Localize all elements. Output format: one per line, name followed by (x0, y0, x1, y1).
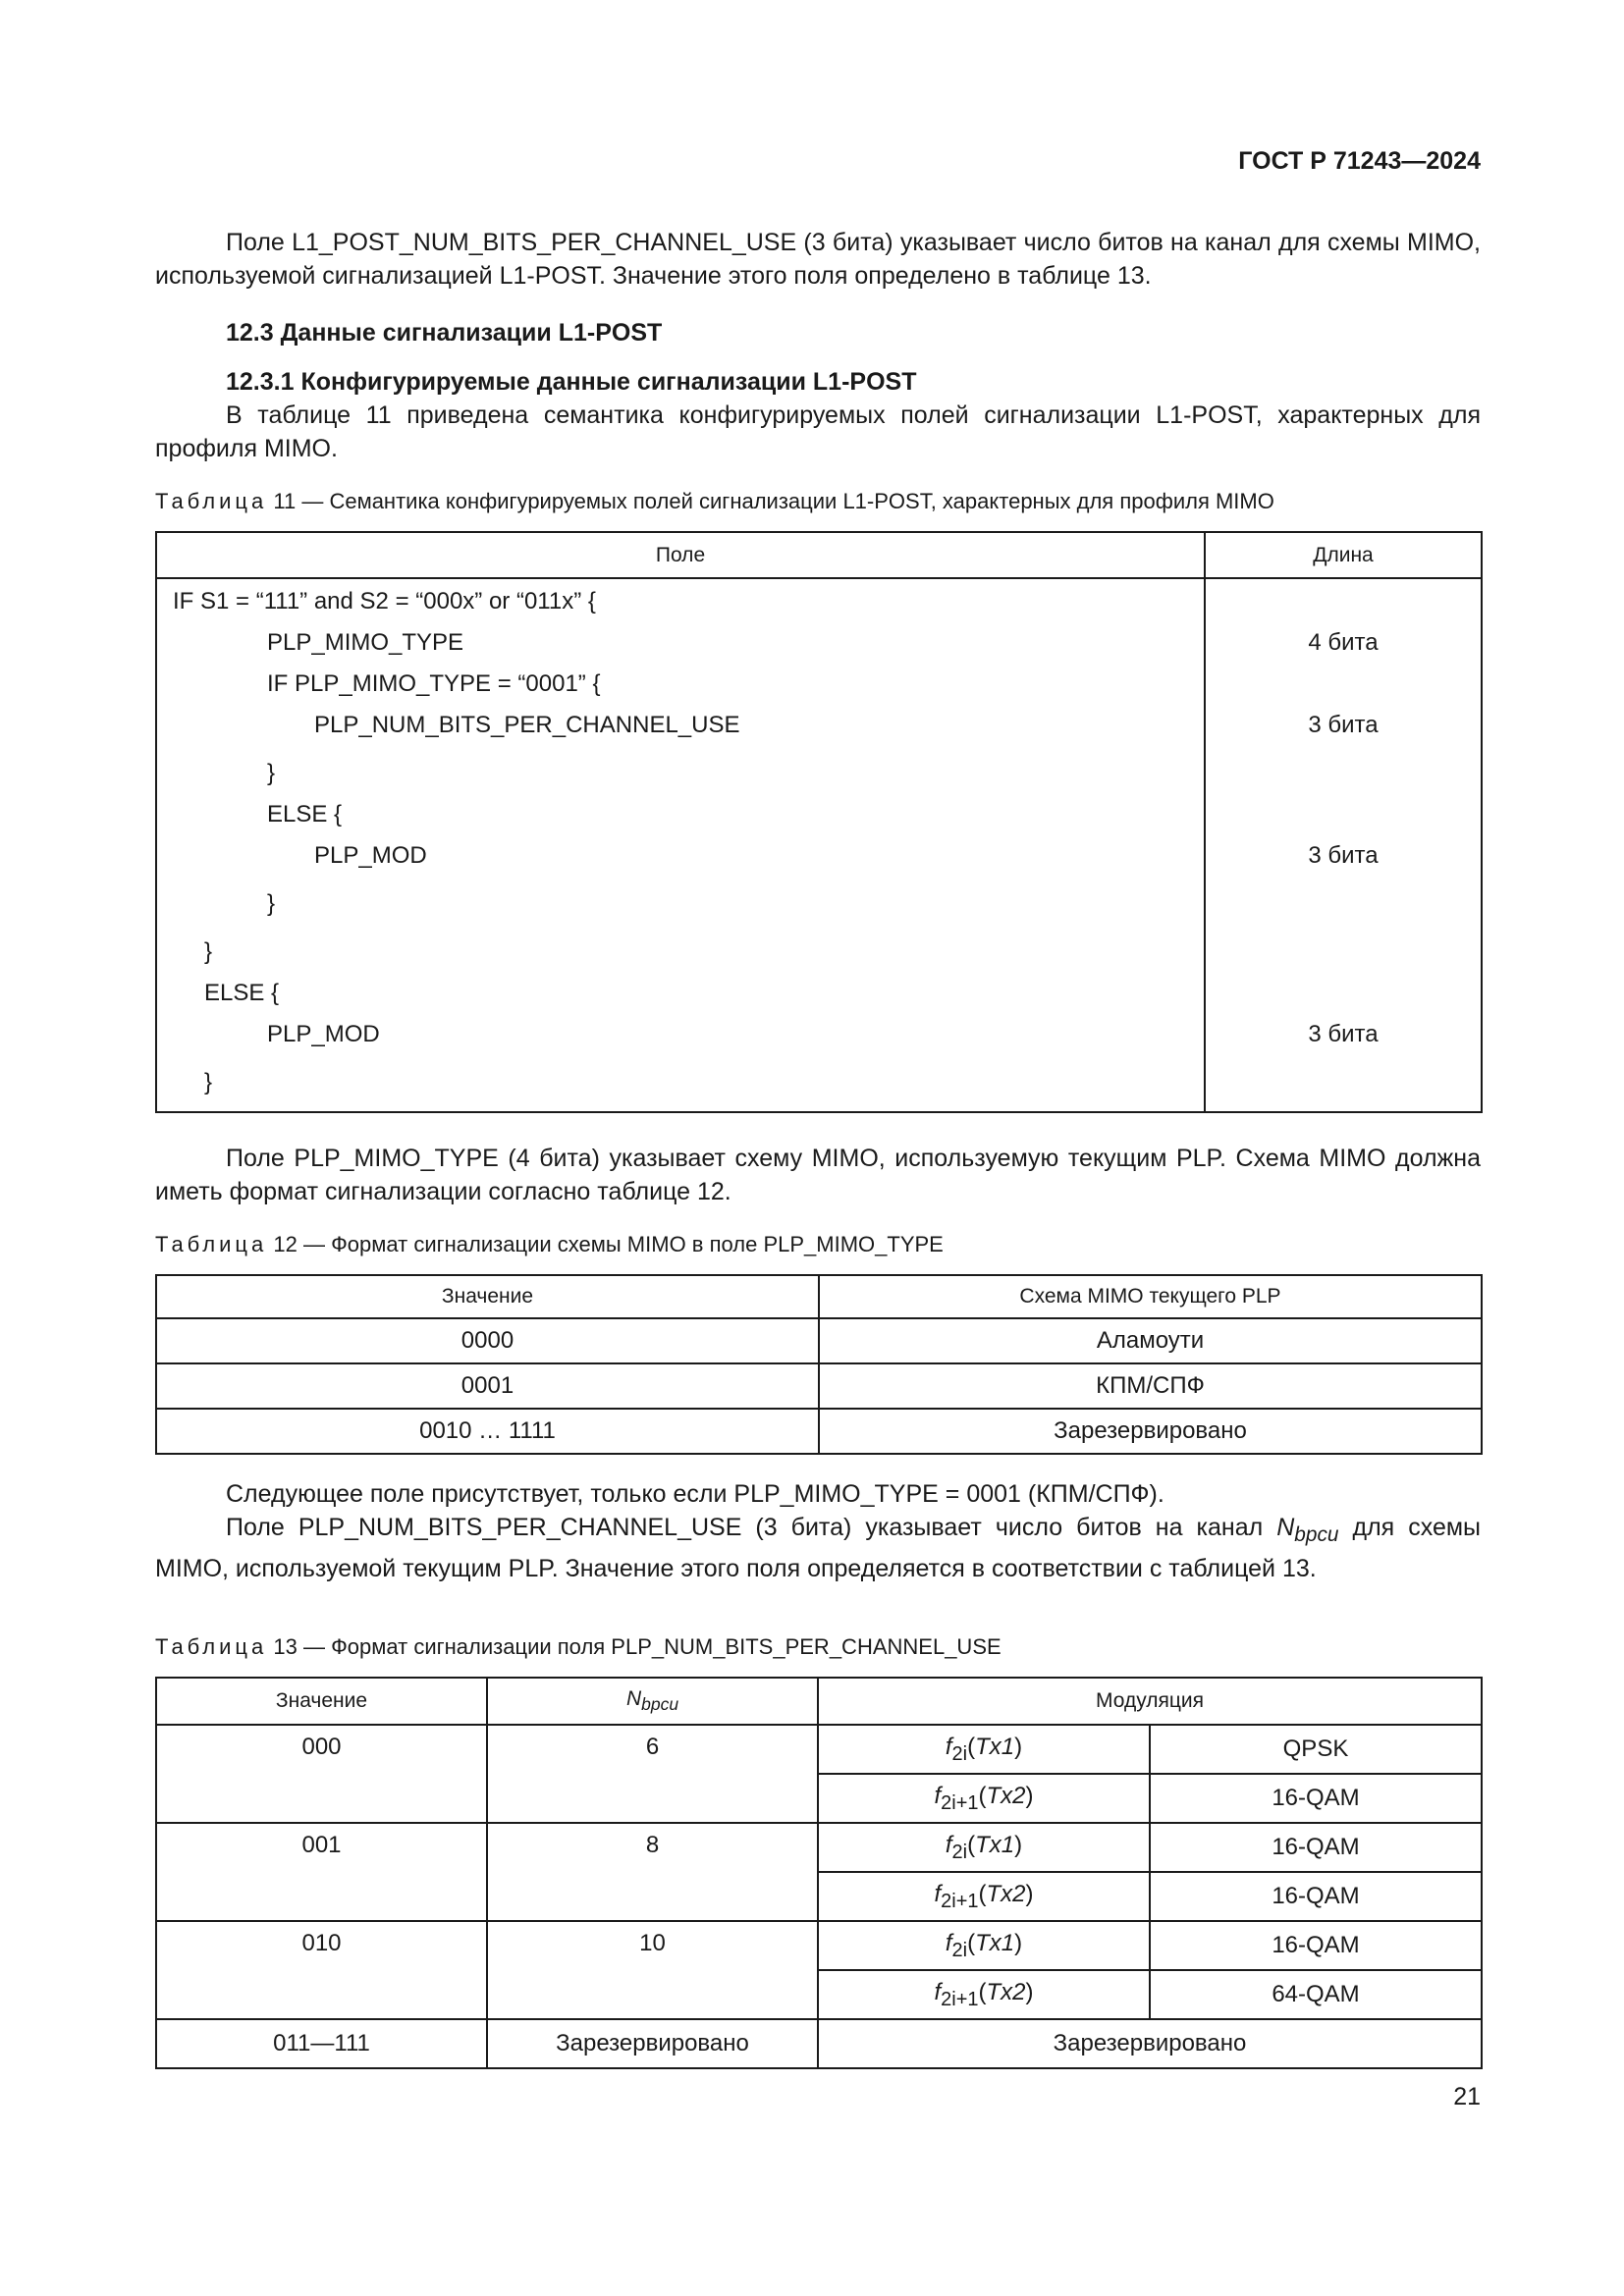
table13-antenna: $f_{2i}(Tx1)$ (818, 1823, 1150, 1872)
length-value (1206, 1055, 1481, 1103)
table-row (156, 1921, 1482, 1970)
code-line: } (204, 1069, 213, 1095)
table13-col-nbpcu: $N_{bpcu}$ (487, 1678, 818, 1725)
n-subscript: bpcu (1294, 1523, 1339, 1546)
table13-header-row (156, 1678, 1482, 1725)
code-line: } (204, 938, 213, 965)
table13-antenna: $f_{2i}(Tx1)$ (818, 1725, 1150, 1774)
code-line: PLP_MIMO_TYPE (267, 629, 464, 656)
table13-modulation: Зарезервировано (818, 2019, 1482, 2068)
table-row (156, 1363, 1482, 1409)
code-line: ELSE { (267, 801, 343, 828)
length-value (1206, 746, 1481, 794)
table13-col-value: Значение (156, 1678, 487, 1725)
n-symbol: N (1276, 1514, 1295, 1541)
length-value: 4 бита (1308, 629, 1379, 656)
table13-nbpcu: 6 (487, 1725, 818, 1823)
code-line: } (267, 890, 276, 917)
table13-antenna: $f_{2i+1}(Tx2)$ (818, 1872, 1150, 1921)
table13-value: 001 (156, 1823, 487, 1921)
section-heading-12-3: 12.3 Данные сигнализации L1-POST (226, 319, 663, 347)
code-line: IF S1 = “111” and S2 = “000x” or “011x” { (173, 588, 596, 614)
code-line: ELSE { (204, 980, 280, 1006)
section-heading-12-3-1: 12.3.1 Конфигурируемые данные сигнализации L1-POST (226, 368, 917, 396)
table12-scheme: Аламоути (819, 1318, 1482, 1363)
table13 (155, 1677, 1483, 2069)
paragraph-table11-intro: В таблице 11 приведена семантика конфигурируемых полей сигнализации L1-POST, характерных для профиля MIMO. (155, 401, 1481, 462)
table13-nbpcu: 8 (487, 1823, 818, 1921)
table-row (156, 1725, 1482, 1774)
table13-antenna: $f_{2i}(Tx1)$ (818, 1921, 1150, 1970)
table-row (156, 1823, 1482, 1872)
length-value (1206, 664, 1481, 705)
code-line: } (267, 760, 276, 786)
table12-header-row (156, 1275, 1482, 1318)
table13-value: 000 (156, 1725, 487, 1823)
table12-scheme: Зарезервировано (819, 1409, 1482, 1454)
table12-value: 0010 … 1111 (156, 1409, 819, 1454)
table-row (156, 1409, 1482, 1454)
table11-body-row (156, 578, 1482, 1112)
table13-modulation: 16-QAM (1150, 1921, 1482, 1970)
table13-value: 011—111 (156, 2019, 487, 2068)
page-number: 21 (1453, 2083, 1481, 2110)
standard-number: ГОСТ Р 71243—2024 (1238, 147, 1481, 175)
table13-value: 010 (156, 1921, 487, 2019)
table13-caption: Таблица 13 — Формат сигнализации поля PLP_NUM_BITS_PER_CHANNEL_USE (155, 1634, 1001, 1659)
table11 (155, 531, 1483, 1113)
table13-modulation: 16-QAM (1150, 1774, 1482, 1823)
paragraph-field-present: Следующее поле присутствует, только если PLP_MIMO_TYPE = 0001 (КПМ/СПФ). (226, 1480, 1164, 1508)
table12 (155, 1274, 1483, 1455)
table13-modulation: 16-QAM (1150, 1872, 1482, 1921)
paragraph-plp-num-bits: Поле PLP_NUM_BITS_PER_CHANNEL_USE (3 бита) указывает число битов на канал $N_{bpcu}$ для схемы MIMO, используемой текущим PLP. Значение этого поля определяется в соответствии с таблицей 13. (155, 1514, 1481, 1582)
table13-nbpcu: 10 (487, 1921, 818, 2019)
table13-nbpcu: Зарезервировано (487, 2019, 818, 2068)
table11-length-cell (1205, 578, 1482, 1112)
table13-modulation: 16-QAM (1150, 1823, 1482, 1872)
table12-col-scheme: Схема MIMO текущего PLP (819, 1275, 1482, 1318)
table12-caption: Таблица 12 — Формат сигнализации схемы MIMO в поле PLP_MIMO_TYPE (155, 1232, 944, 1256)
table12-col-value: Значение (156, 1275, 819, 1318)
code-line: PLP_MOD (314, 842, 427, 869)
table12-value: 0000 (156, 1318, 819, 1363)
code-line: IF PLP_MIMO_TYPE = “0001” { (267, 670, 601, 697)
code-line: PLP_MOD (267, 1021, 380, 1047)
length-value: 3 бита (1308, 842, 1379, 869)
code-line: PLP_NUM_BITS_PER_CHANNEL_USE (314, 712, 740, 738)
table13-modulation: QPSK (1150, 1725, 1482, 1774)
length-value (1206, 581, 1481, 622)
length-value (1206, 794, 1481, 835)
table13-antenna: $f_{2i+1}(Tx2)$ (818, 1970, 1150, 2019)
paragraph-plp-mimo-type: Поле PLP_MIMO_TYPE (4 бита) указывает схему MIMO, используемую текущим PLP. Схема MIMO должна иметь формат сигнализации согласно таблице 12. (155, 1145, 1481, 1205)
table13-col-modulation: Модуляция (818, 1678, 1482, 1725)
length-value (1206, 925, 1481, 973)
table11-header-row (156, 532, 1482, 578)
table12-scheme: КПМ/СПФ (819, 1363, 1482, 1409)
length-value (1206, 877, 1481, 925)
table11-col-field: Поле (156, 532, 1205, 578)
table13-antenna: $f_{2i+1}(Tx2)$ (818, 1774, 1150, 1823)
paragraph-l1-post-num-bits: Поле L1_POST_NUM_BITS_PER_CHANNEL_USE (3 бита) указывает число битов на канал для схемы MIMO, используемой сигнализацией L1-POST. Значение этого поля определено в таблице 13. (155, 229, 1481, 290)
table11-col-length: Длина (1205, 532, 1482, 578)
length-value: 3 бита (1308, 712, 1379, 738)
table13-modulation: 64-QAM (1150, 1970, 1482, 2019)
table-row (156, 2019, 1482, 2068)
table-row (156, 1318, 1482, 1363)
table11-caption: Таблица 11 — Семантика конфигурируемых полей сигнализации L1-POST, характерных для профиля MIMO (155, 489, 1274, 513)
length-value: 3 бита (1308, 1021, 1379, 1047)
table11-field-cell (156, 578, 1205, 1112)
table12-value: 0001 (156, 1363, 819, 1409)
length-value (1206, 973, 1481, 1014)
